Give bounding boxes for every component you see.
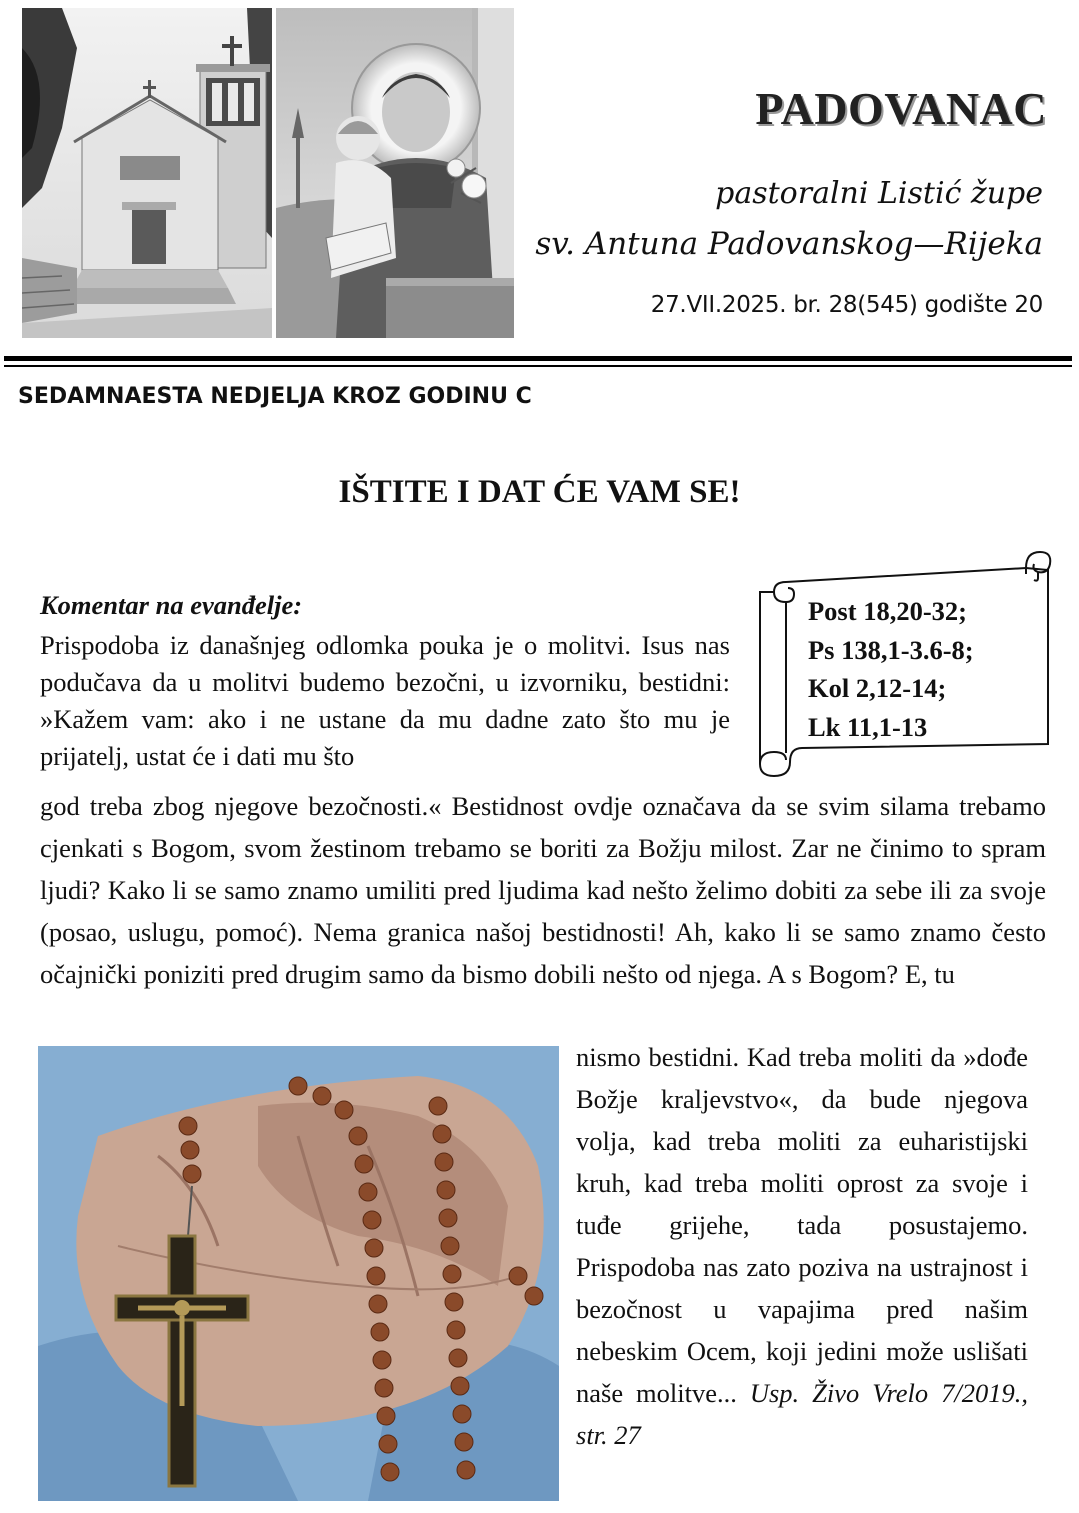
commentary-paragraph-a: Prispodoba iz današnjeg odlomka pouka je o molitvi. Isus nas podučava da u molitvi budemo bezočni, u izvorniku, bestidni: »Kažem vam: ako i ne ustane da mu dadne zato što mu je prijatelj, ustat će i dati mu što bbox=[40, 630, 730, 771]
rosary-hands-illustration bbox=[38, 1046, 559, 1501]
reading-3: Kol 2,12-14; bbox=[808, 673, 947, 703]
gospel-title: IŠTITE I DAT ĆE VAM SE! bbox=[338, 474, 741, 510]
commentary-paragraph-b: god treba zbog njegove bezočnosti.« Bestidnost ovdje označava da se svim silama trebamo cjenkati s Bogom, svom žestinom trebamo se boriti za Božju milost. Zar ne činimo to spram ljudi? Kako li se samo znamo umiliti pred ljudima kad nešto želimo dobiti za sebe ili za svoje (posao, uslugu, pomoć). Nema granica našoj bestidnosti! Ah, kako li se samo znamo često očajnički poniziti pred drugim samo da bismo dobili nešto od njega. A s Bogom? E, tu bbox=[40, 791, 1046, 989]
newsletter-title: PADOVANAC bbox=[755, 83, 1047, 134]
newsletter-subtitle-line2: sv. Antuna Padovanskog—Rijeka bbox=[535, 226, 1043, 262]
saint-anthony-illustration bbox=[276, 8, 514, 338]
newsletter-subtitle-line1: pastoralni Listić župe bbox=[715, 176, 1043, 211]
reading-2: Ps 138,1-3.6-8; bbox=[808, 634, 974, 665]
sunday-heading: SEDAMNAESTA NEDJELJA KROZ GODINU C bbox=[18, 384, 532, 409]
header-divider-thin bbox=[4, 365, 1072, 367]
reading-1: Post 18,20-32; bbox=[808, 596, 967, 626]
commentary-source: Usp. Živo Vrelo 7/2019., str. 27 bbox=[576, 1378, 1028, 1450]
church-photo bbox=[22, 8, 272, 338]
readings-list bbox=[808, 592, 974, 746]
commentary-paragraph-c bbox=[576, 1036, 1028, 1456]
commentary-heading: Komentar na evanđelje: bbox=[40, 590, 303, 620]
header-divider bbox=[4, 356, 1072, 361]
reading-4: Lk 11,1-13 bbox=[808, 711, 928, 742]
church-illustration bbox=[22, 8, 272, 338]
rosary-hands-photo bbox=[38, 1046, 559, 1501]
saint-anthony-photo bbox=[276, 8, 514, 338]
commentary-paragraph-c-text: nismo bestidni. Kad treba moliti da »dođe Božje kraljevstvo«, da bude njegova volja, kad treba moliti za euharistijski kruh, kad treba moliti oprost za svoje i tuđe grijehe, tada posustajemo. Prispodoba nas zato poziva na ustrajnost i bezočnost u vapajima pred našim nebeskim Ocem, koji jedini može uslišati naše molitve... bbox=[576, 1042, 1028, 1408]
issue-info: 27.VII.2025. br. 28(545) godište 20 bbox=[650, 292, 1043, 318]
